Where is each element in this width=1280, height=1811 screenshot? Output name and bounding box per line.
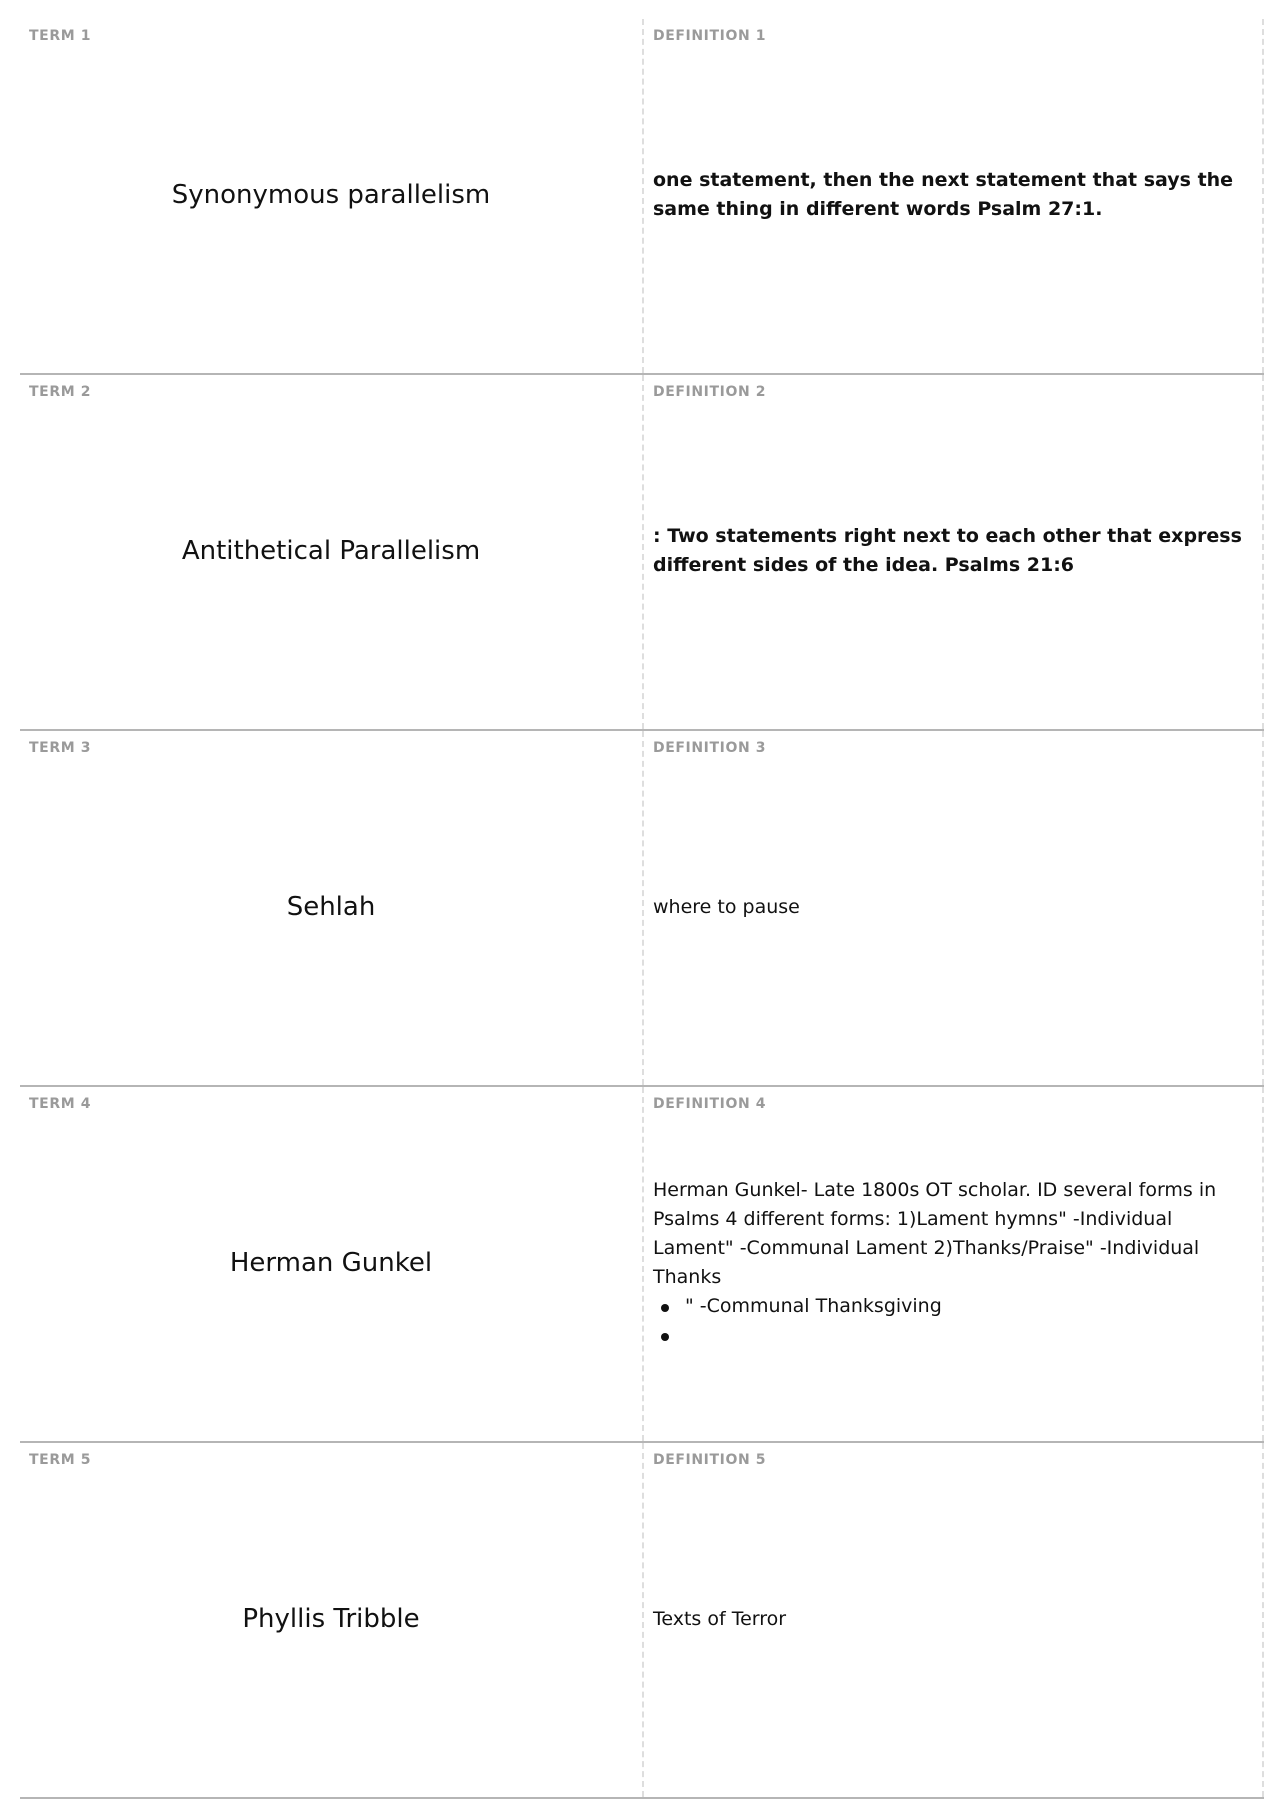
term-text: Phyllis Tribble — [242, 1604, 420, 1634]
definition-text: where to pause — [653, 895, 800, 918]
definition-label: DEFINITION 3 — [653, 740, 767, 756]
definition-body — [653, 375, 1250, 729]
definition-body — [653, 19, 1250, 373]
term-text: Herman Gunkel — [229, 1248, 433, 1278]
card-row-3 — [20, 731, 1264, 1087]
definition-cell — [644, 19, 1264, 373]
term-cell — [20, 19, 644, 373]
definition-cell — [644, 1443, 1264, 1797]
term-text: Antithetical Parallelism — [181, 536, 481, 566]
definition-body — [653, 1443, 1250, 1797]
definition-body — [653, 1087, 1250, 1441]
definition-label: DEFINITION 5 — [653, 1452, 767, 1468]
flashcard-sheet — [20, 19, 1264, 1799]
term-cell — [20, 375, 644, 729]
definition-label: DEFINITION 4 — [653, 1096, 767, 1112]
definition-bullet-item: " -Communal Thanksgiving — [685, 1292, 1250, 1321]
definition-text: Texts of Terror — [653, 1607, 787, 1630]
term-text: Synonymous parallelism — [171, 180, 491, 210]
definition-label: DEFINITION 2 — [653, 384, 767, 400]
term-label: TERM 3 — [29, 740, 92, 756]
definition-text: one statement, then the next statement that says the same thing in different words Psalm 27:1. — [653, 169, 1234, 220]
card-row-5 — [20, 1443, 1264, 1799]
term-label: TERM 2 — [29, 384, 92, 400]
definition-label: DEFINITION 1 — [653, 28, 767, 44]
term-cell — [20, 1443, 644, 1797]
definition-bullet-list — [653, 1292, 1250, 1350]
term-label: TERM 4 — [29, 1096, 92, 1112]
term-label: TERM 5 — [29, 1452, 92, 1468]
definition-bullet-item — [685, 1321, 1250, 1350]
definition-text: Herman Gunkel- Late 1800s OT scholar. ID several forms in Psalms 4 different forms: 1)Lament hymns" -Individual Lament" -Communal Lament 2)Thanks/Praise" -Individual Thanks — [653, 1179, 1217, 1288]
term-label: TERM 1 — [29, 28, 92, 44]
definition-text: : Two statements right next to each other that express different sides of the idea. Psalms 21:6 — [653, 525, 1242, 576]
card-row-1 — [20, 19, 1264, 375]
term-cell — [20, 731, 644, 1085]
card-row-4 — [20, 1087, 1264, 1443]
card-row-2 — [20, 375, 1264, 731]
definition-cell — [644, 731, 1264, 1085]
definition-cell — [644, 375, 1264, 729]
definition-cell — [644, 1087, 1264, 1441]
definition-body — [653, 731, 1250, 1085]
term-text: Sehlah — [286, 892, 376, 922]
term-cell — [20, 1087, 644, 1441]
